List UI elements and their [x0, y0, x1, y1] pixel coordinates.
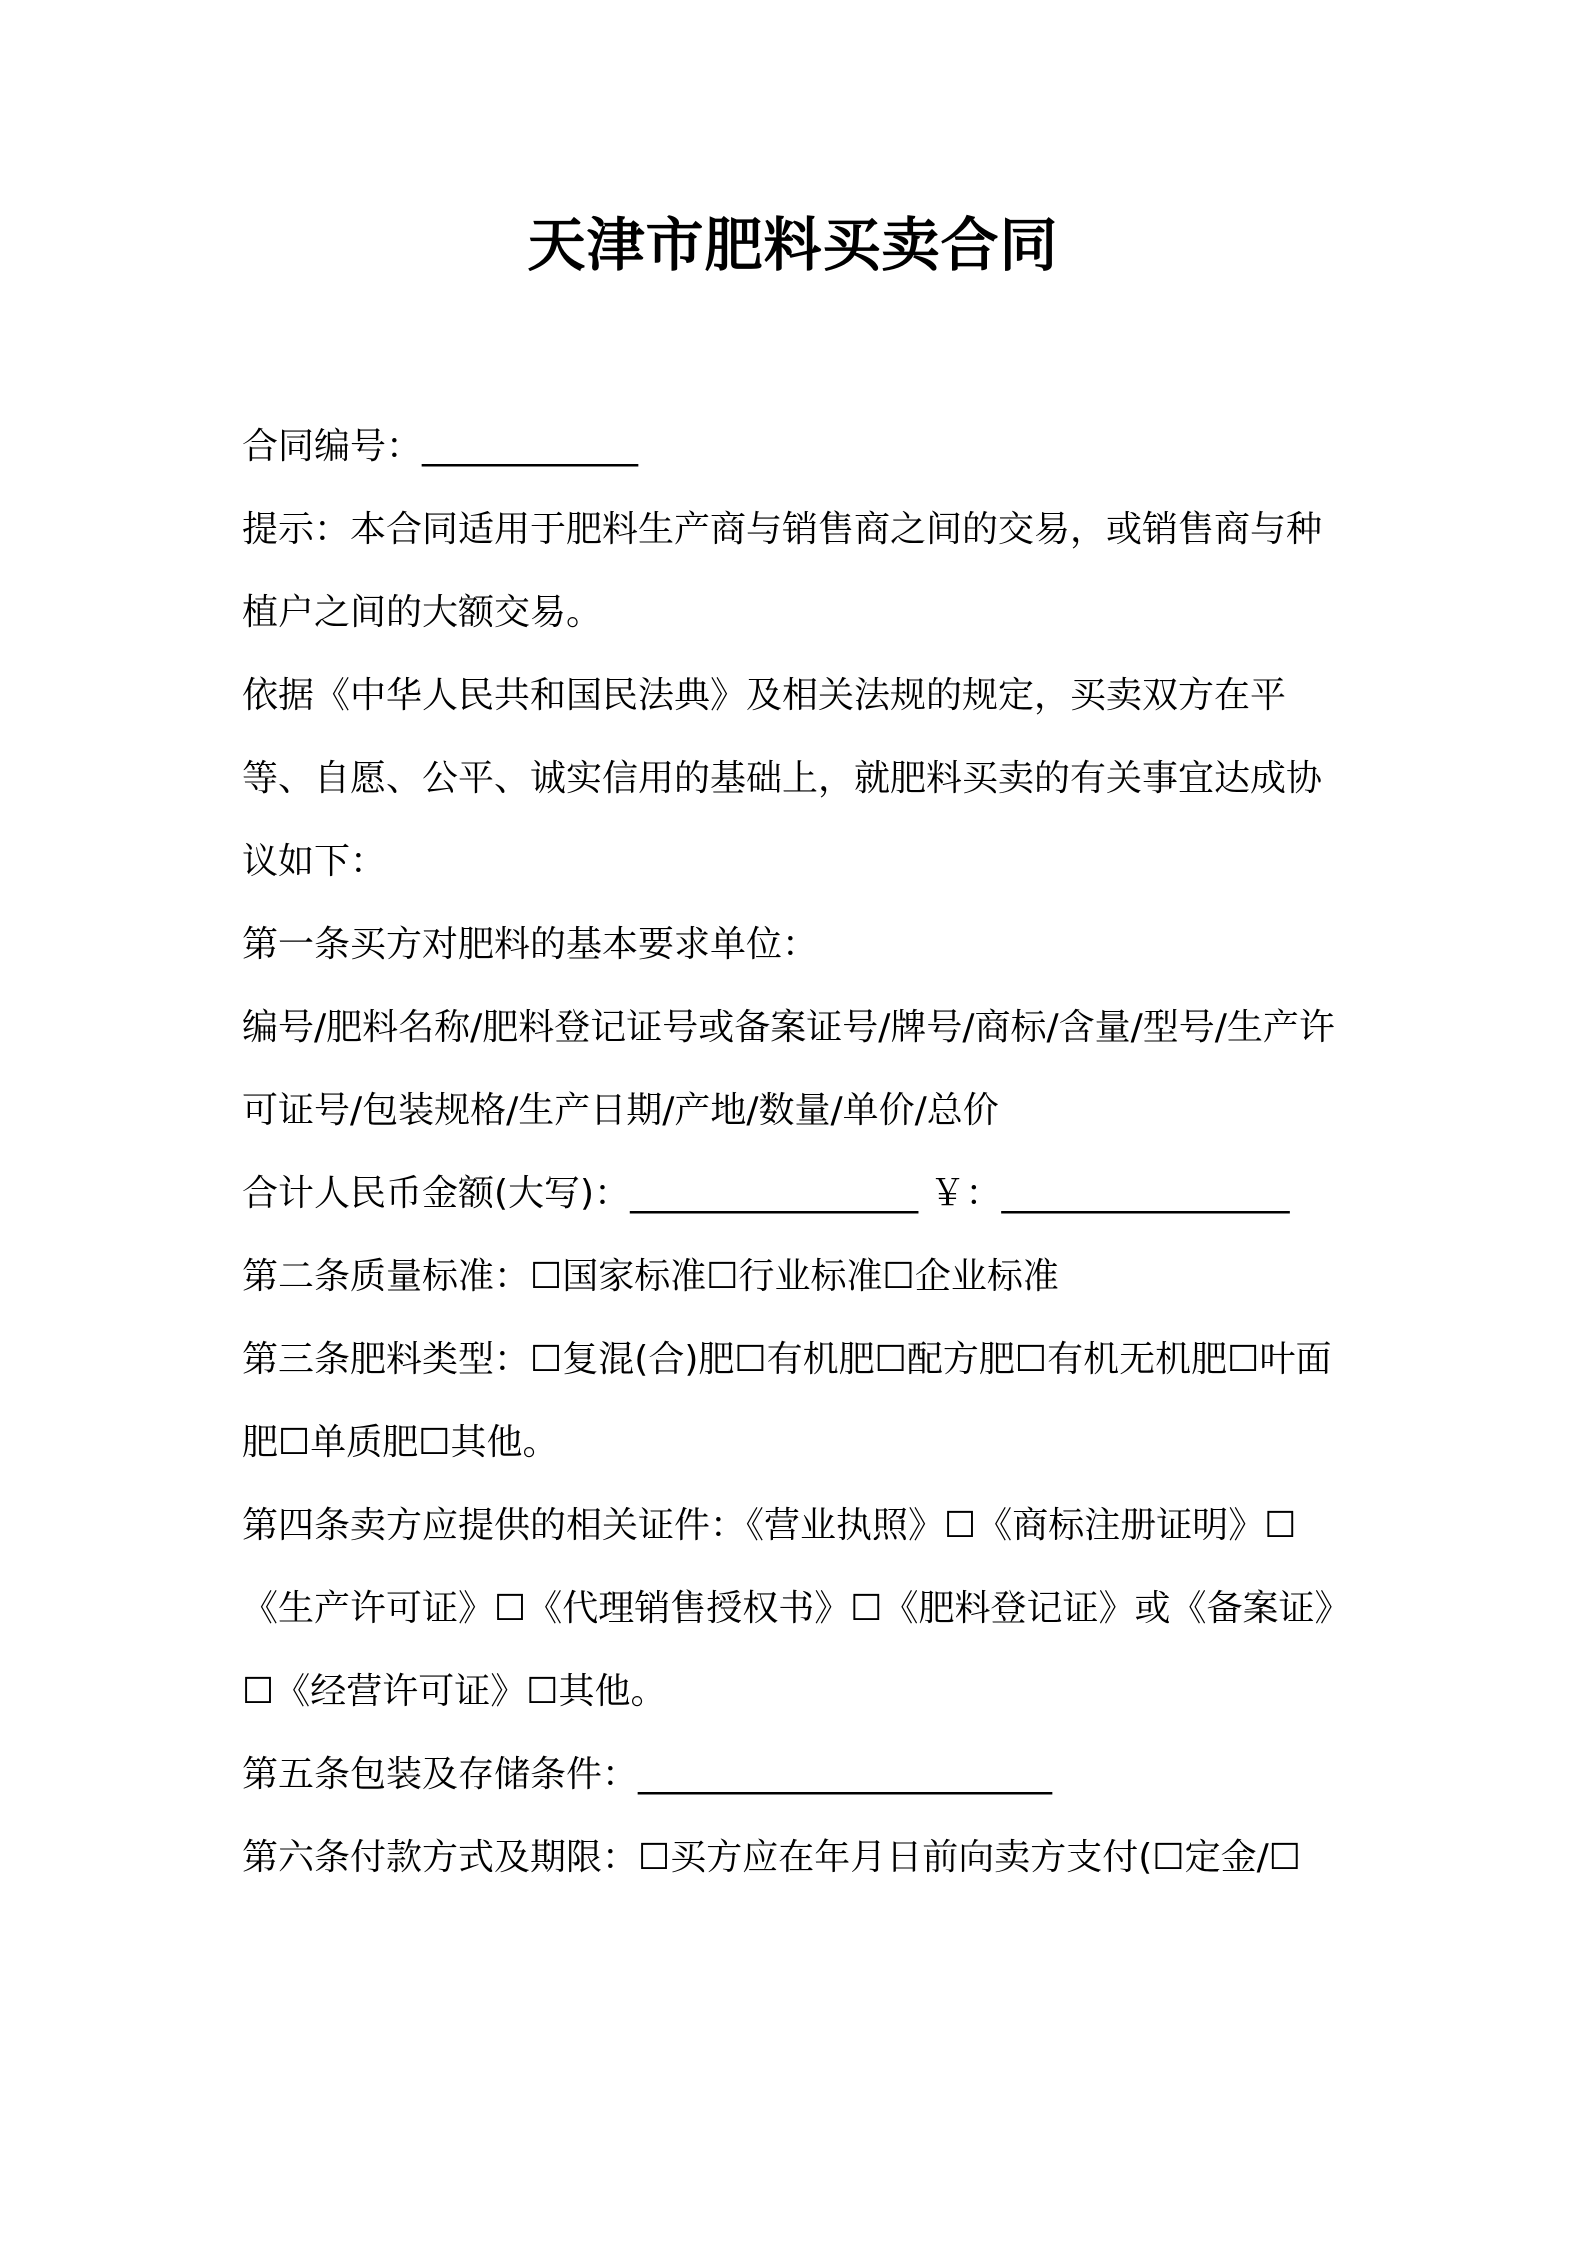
notice-paragraph: 提示：本合同适用于肥料生产商与销售商之间的交易，或销售商与种植户之间的大额交易。	[242, 509, 1323, 633]
article-3-fertilizer-type: 第三条肥料类型：☐复混(合)肥☐有机肥☐配方肥☐有机无机肥☐叶面肥☐单质肥☐其他。	[242, 1339, 1332, 1463]
article-6-payment: 第六条付款方式及期限：☐买方应在年月日前向卖方支付(☐定金/☐	[242, 1837, 1301, 1878]
article-2-quality: 第二条质量标准：☐国家标准☐行业标准☐企业标准	[242, 1256, 1059, 1297]
total-amount-line: 合计人民币金额(大写)：________________ ￥：________________	[242, 1173, 1290, 1214]
article-1-heading: 第一条买方对肥料的基本要求单位：	[242, 924, 819, 965]
document-title: 天津市肥料买卖合同	[527, 211, 1059, 279]
article-4-certificates: 第四条卖方应提供的相关证件：《营业执照》☐《商标注册证明》☐《生产许可证》☐《代理销售授权书》☐《肥料登记证》或《备案证》☐《经营许可证》☐其他。	[242, 1505, 1351, 1712]
article-1-fields: 编号/肥料名称/肥料登记证号或备案证号/牌号/商标/含量/型号/生产许可证号/包装规格/生产日期/产地/数量/单价/总价	[242, 1007, 1335, 1131]
contract-number-line: 合同编号：____________	[242, 426, 639, 467]
legal-basis-paragraph: 依据《中华人民共和国民法典》及相关法规的规定，买卖双方在平等、自愿、公平、诚实信用的基础上，就肥料买卖的有关事宜达成协议如下：	[242, 675, 1323, 882]
article-5-packaging: 第五条包装及存储条件：_______________________	[242, 1754, 1053, 1795]
document-body	[242, 405, 1352, 1899]
